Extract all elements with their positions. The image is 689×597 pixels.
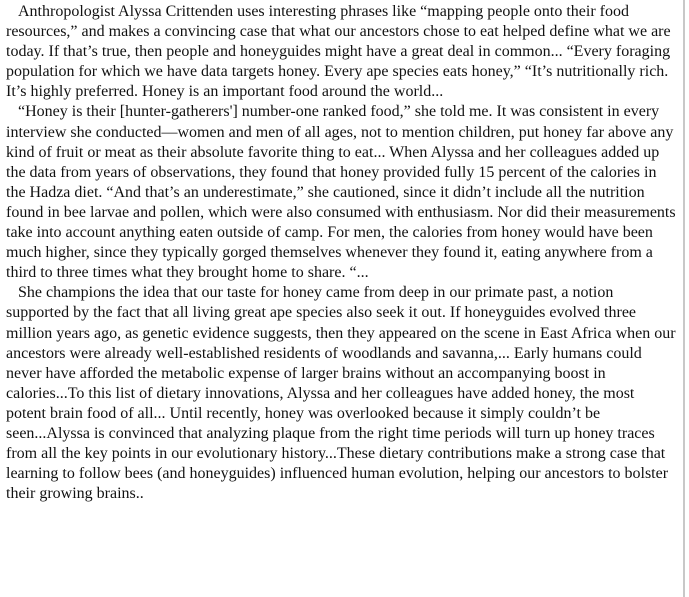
paragraph-2: “Honey is their [hunter-gatherers'] number-one ranked food,” she told me. It was consistent in every interview she conducted—women and men of all ages, not to mention children, put honey far above any kind of fruit or meat as their absolute favorite thing to eat... When Alyssa and her colleagues added up the data from years of observations, they found that honey provided fully 15 percent of the calories in the Hadza diet. “And that’s an underestimate,” she cautioned, since it didn’t include all the nutrition found in bee larvae and pollen, which were also consumed with enthusiasm. Nor did their measurements take into account anything eaten outside of camp. For men, the calories from honey would have been much higher, since they typically gorged themselves whenever they found it, eating anywhere from a third to three times what they brought home to share. “... xyxy=(6,103,676,282)
paragraph-3: She champions the idea that our taste for honey came from deep in our primate past, a notion supported by the fact that all living great ape species also seek it out. If honeyguides evolved three million years ago, as genetic evidence suggests, then they appeared on the scene in East Africa when our ancestors were already well-established residents of woodlands and savanna,... Early humans could never have afforded the metabolic expense of larger brains without an accompanying boost in calories...To this list of dietary innovations, Alyssa and her colleagues have added honey, the most potent brain food of all... Until recently, honey was overlooked because it simply couldn’t be seen...Alyssa is convinced that analyzing plaque from the right time periods will turn up honey traces from all the key points in our evolutionary history...These dietary contributions make a strong case that learning to follow bees (and honeyguides) influenced human evolution, helping our ancestors to bolster their growing brains.. xyxy=(6,284,676,503)
paragraph-1: Anthropologist Alyssa Crittenden uses interesting phrases like “mapping people onto their food resources,” and makes a convincing case that what our ancestors chose to eat helped define what we are today. If that’s true, then people and honeyguides might have a great deal in common... “Every foraging population for which we have data targets honey. Every ape species eats honey,” “It’s nutritionally rich. It’s highly preferred. Honey is an important food around the world... xyxy=(6,3,671,101)
document-body xyxy=(6,2,678,504)
page-edge-divider xyxy=(683,0,685,597)
